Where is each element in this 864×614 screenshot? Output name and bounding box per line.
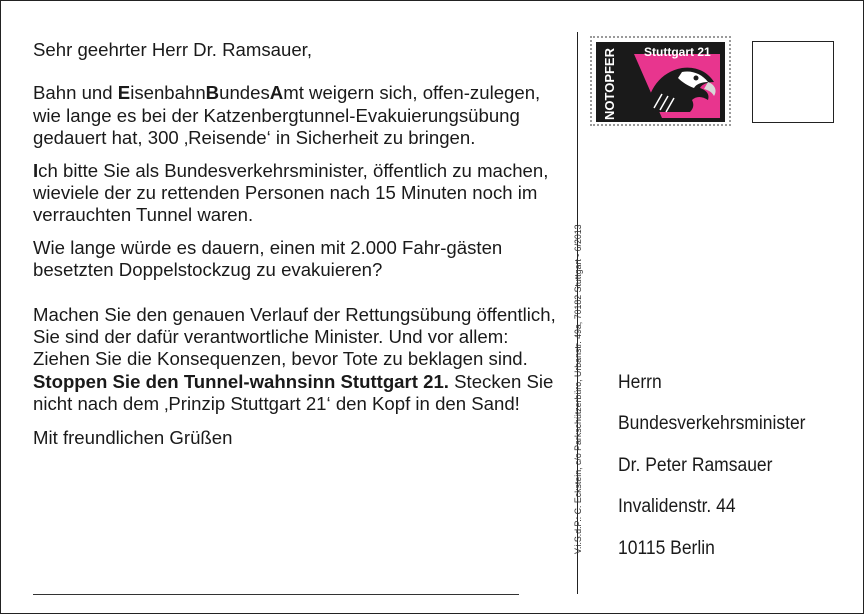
address-line-5: 10115 Berlin — [618, 538, 715, 559]
letter-text — [33, 39, 568, 449]
initial-b: B — [205, 82, 220, 104]
stamp — [590, 36, 731, 126]
address-line-1: Herrn — [618, 372, 662, 393]
address-line-3: Dr. Peter Ramsauer — [618, 455, 773, 476]
initial-i: I — [33, 159, 39, 181]
salutation: Sehr geehrter Herr Dr. Ramsauer, — [33, 39, 313, 60]
initial-a: A — [269, 82, 284, 104]
paragraph-4 — [33, 304, 568, 416]
paragraph-3: Wie lange würde es dauern, einen mit 2.000 Fahr-gästen besetzten Doppelstockzug zu evakuieren? — [33, 236, 503, 281]
initial-e: E — [117, 82, 131, 104]
para1-undes: undes — [219, 82, 270, 104]
stamp-placeholder-box — [752, 41, 834, 123]
para4-end: Stecken Sie nicht nach dem ‚Prinzip Stuttgart 21‘ den Kopf in den Sand! — [33, 370, 554, 415]
closing: Mit freundlichen Grüßen — [33, 426, 233, 448]
stamp-image — [596, 42, 725, 122]
stamp-vertical-text: NOTOPFER — [602, 48, 617, 120]
para2-rest: ch bitte Sie als Bundesverkehrsminister, öffentlich zu machen, wieviele der zu rettenden Personen nach 15 Minuten noch im verrauchten Tunnel waren. — [33, 159, 549, 226]
para1-rest: mt weigern sich, offen-zulegen, wie lange es bei der Katzenbergtunnel-Evakuierungsübung gedauert hat, 300 ‚Reisende‘ in Sicherheit zu bringen. — [33, 82, 541, 149]
stamp-title: Stuttgart 21 — [644, 45, 711, 59]
paragraph-1 — [33, 82, 568, 149]
address-line-4: Invalidenstr. 44 — [618, 496, 736, 517]
para4-start: Machen Sie den genauen Verlauf der Rettungsübung öffentlich, Sie sind der dafür verantwortliche Minister. Und vor allem: Ziehen Sie die Konsequenzen, bevor Tote zu beklagen sind. — [33, 303, 556, 370]
imprint-text: V.i.S.d.P.: C. Eckstein, c/o Parkschützerbüro, Urbanstr. 49a, 70182 Stuttgart - 6/2013 — [573, 224, 583, 554]
para4-bold: Stoppen Sie den Tunnel-wahnsinn Stuttgart 21. — [33, 370, 449, 392]
address-line-2: Bundesverkehrsminister — [618, 413, 806, 434]
paragraph-2 — [33, 160, 568, 227]
para1-start: Bahn und — [33, 82, 118, 104]
signature-line — [33, 594, 519, 595]
para1-isenbahn: isenbahn — [130, 82, 206, 104]
